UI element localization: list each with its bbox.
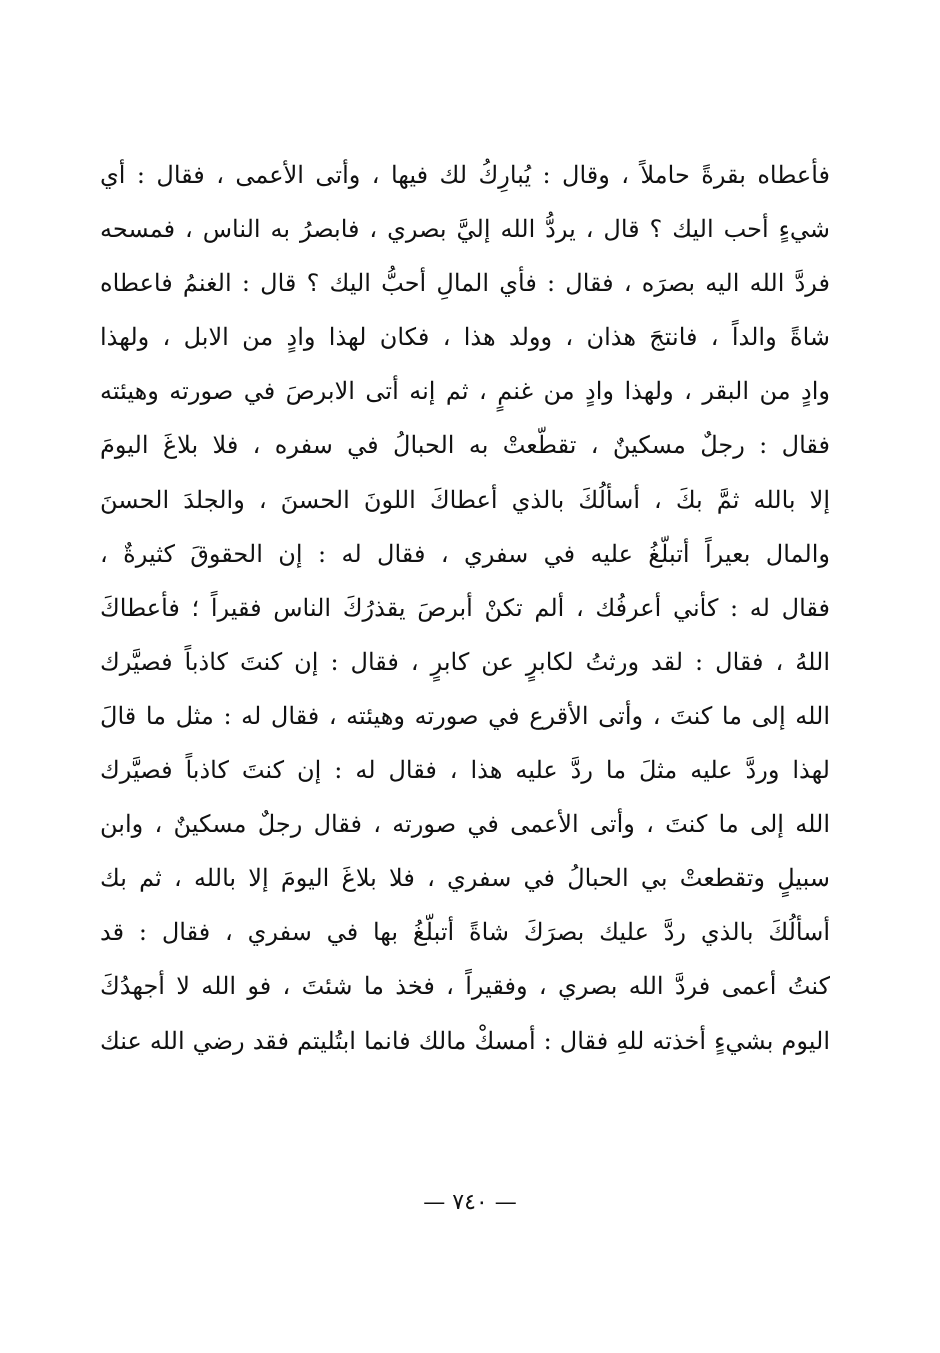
body-text bbox=[100, 148, 830, 1068]
text-line: لهذا وردَّ عليه مثلَ ما ردَّ عليه هذا ، فقال له : إن كنتَ كاذباً فصيَّرك bbox=[100, 756, 830, 785]
text-line: أسألُكَ بالذي ردَّ عليك بصرَكَ شاةً أتبلّغُ بها في سفري ، فقال : قد bbox=[100, 918, 830, 947]
text-line: شاةً والداً ، فانتجَ هذان ، وولد هذا ، فكان لهذا وادٍ من الابل ، ولهذا bbox=[100, 323, 830, 352]
text-line: شيءٍ أحب اليك ؟ قال ، يردُّ الله إليَّ بصري ، فابصرُ به الناس ، فمسحه bbox=[100, 215, 830, 244]
text-line: اليوم بشيءٍ أخذته للهِ فقال : أمسكْ مالك فانما ابتُليتم فقد رضي الله عنك bbox=[100, 1026, 830, 1055]
text-line: فقال : رجلٌ مسكينٌ ، تقطّعتْ به الحبالُ في سفره ، فلا بلاغَ اليومَ bbox=[100, 431, 830, 460]
text-line: وادٍ من البقر ، ولهذا وادٍ من غنمٍ ، ثم إنه أتى الابرصَ في صورته وهيئته bbox=[100, 377, 830, 406]
text-line: فقال له : كأني أعرفُك ، ألم تكنْ أبرصَ يقذرُكَ الناس فقيراً ؛ فأعطاكَ bbox=[100, 593, 830, 622]
text-line: كنتُ أعمى فردَّ الله بصري ، وفقيراً ، فخذ ما شئتَ ، فو الله لا أجهدُكَ bbox=[100, 972, 830, 1001]
text-line: الله إلى ما كنتَ ، وأتى الأعمى في صورته ، فقال رجلٌ مسكينٌ ، وابن bbox=[100, 810, 830, 839]
text-line: والمال بعيراً أتبلّغُ عليه في سفري ، فقال له : إن الحقوقَ كثيرةٌ ، bbox=[100, 539, 830, 568]
text-line: الله إلى ما كنتَ ، وأتى الأقرع في صورته وهيئته ، فقال له : مثل ما قالَ bbox=[100, 701, 830, 730]
text-line: فردَّ الله اليه بصرَه ، فقال : فأي المالِ أحبُّ اليك ؟ قال : الغنمُ فاعطاه bbox=[100, 269, 830, 298]
text-line: سبيلٍ وتقطعتْ بي الحبالُ في سفري ، فلا بلاغَ اليومَ إلا بالله ، ثم بك bbox=[100, 864, 830, 893]
page-number: — ٧٤٠ — bbox=[423, 1190, 517, 1215]
text-line: إلا بالله ثمَّ بكَ ، أسألُكَ بالذي أعطاكَ اللونَ الحسنَ ، والجلدَ الحسنَ bbox=[100, 485, 830, 514]
text-line: اللهُ ، فقال : لقد ورثتُ لكابرٍ عن كابرٍ ، فقال : إن كنتَ كاذباً فصيَّرك bbox=[100, 647, 830, 676]
text-line: فأعطاه بقرةً حاملاً ، وقال : يُبارِكُ لك فيها ، وأتى الأعمى ، فقال : أي bbox=[100, 161, 830, 189]
